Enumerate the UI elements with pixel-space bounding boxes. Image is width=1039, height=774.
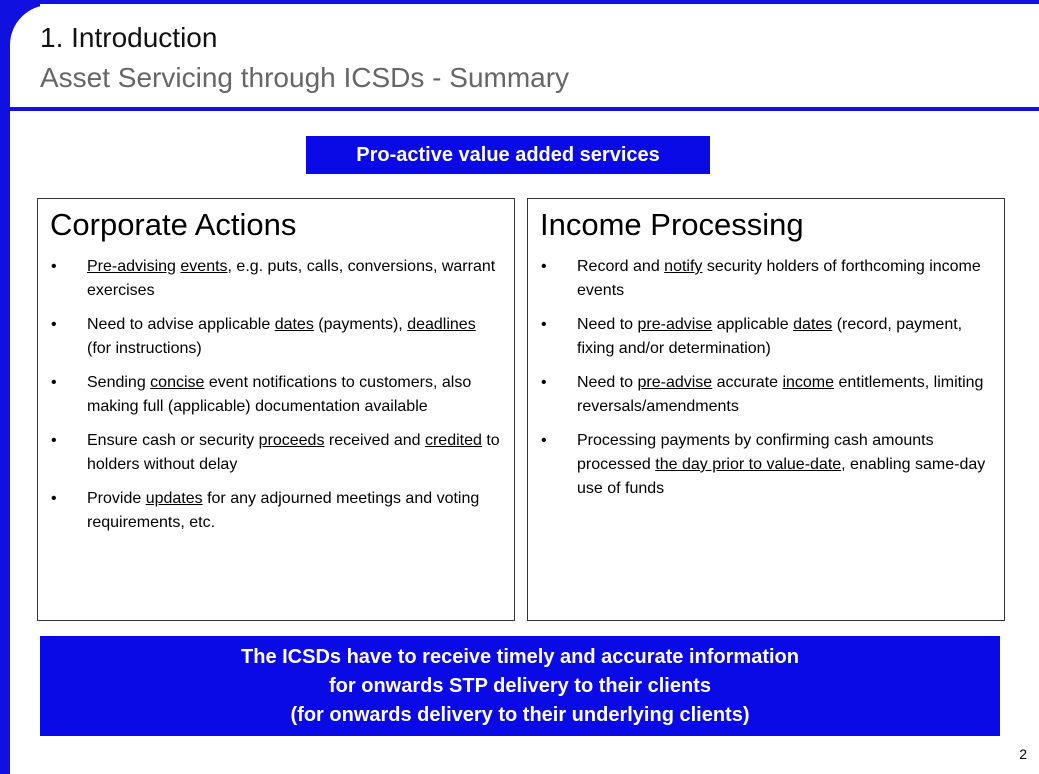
left-accent-bar xyxy=(0,0,10,774)
income-processing-heading: Income Processing xyxy=(540,207,804,242)
bullet-item xyxy=(38,371,508,419)
bullet-dot: • xyxy=(541,374,547,391)
underlined-term: proceeds xyxy=(258,432,325,449)
slide-title: 1. Introduction xyxy=(40,22,218,53)
underlined-term: updates xyxy=(145,490,203,507)
underlined-term: pre-advise xyxy=(637,374,713,391)
bullet-text: (for instructions) xyxy=(87,340,202,357)
underlined-term: pre-advise xyxy=(637,316,713,333)
corner-curve xyxy=(10,5,70,110)
header-rule xyxy=(10,107,1039,111)
bullet-text: Sending xyxy=(87,374,151,391)
bullet-dot: • xyxy=(51,258,57,275)
summary-line-3: (for onwards delivery to their underlying clients) xyxy=(290,703,750,726)
bullet-text: (payments), xyxy=(313,316,408,333)
bullet-text: for any adjourned meetings and voting requirements, etc. xyxy=(87,490,480,531)
corporate-actions-list xyxy=(38,255,508,545)
bullet-text: Processing payments by confirming cash amounts processed xyxy=(577,432,934,473)
bullet-item xyxy=(38,255,508,303)
underlined-term: notify xyxy=(664,258,703,275)
bullet-text: entitlements, limiting reversals/amendments xyxy=(577,374,984,415)
services-banner: Pro-active value added services xyxy=(306,136,710,174)
bullet-text: security holders of forthcoming income events xyxy=(577,258,981,299)
bullet-item xyxy=(38,487,508,535)
bullet-item xyxy=(528,429,998,501)
slide-subtitle: Asset Servicing through ICSDs - Summary xyxy=(40,62,570,93)
bullet-item xyxy=(528,313,998,361)
bullet-text: Need to xyxy=(577,316,638,333)
bullet-dot: • xyxy=(51,316,57,333)
underlined-term: concise xyxy=(150,374,205,391)
underlined-term: income xyxy=(782,374,835,391)
bullet-text: event notifications to customers, also making full (applicable) documentation available xyxy=(87,374,472,415)
underlined-term: credited xyxy=(424,432,482,449)
bullet-text: (record, payment, fixing and/or determination) xyxy=(577,316,963,357)
bullet-dot: • xyxy=(541,258,547,275)
bullet-text: Provide xyxy=(87,490,146,507)
bullet-text: to holders without delay xyxy=(87,432,500,473)
income-processing-panel xyxy=(527,198,1005,621)
summary-line-2: for onwards STP delivery to their clients xyxy=(329,674,711,697)
bullet-dot: • xyxy=(51,490,57,507)
bullet-text: received and xyxy=(324,432,425,449)
underlined-term: deadlines xyxy=(407,316,476,333)
underlined-term: Pre-advising xyxy=(87,258,176,275)
bullet-text: accurate xyxy=(712,374,783,391)
underlined-term: dates xyxy=(274,316,314,333)
bullet-text: applicable xyxy=(712,316,794,333)
bullet-text: Ensure cash or security xyxy=(87,432,259,449)
summary-box xyxy=(40,636,1000,736)
bullet-dot: • xyxy=(51,432,57,449)
bullet-dot: • xyxy=(541,432,547,449)
bullet-text: Need to xyxy=(577,374,638,391)
underlined-term: the day prior to value-date xyxy=(655,456,842,473)
bullet-dot: • xyxy=(51,374,57,391)
underlined-term: events xyxy=(180,258,228,275)
underlined-term: dates xyxy=(793,316,833,333)
bullet-text: Need to advise applicable xyxy=(87,316,275,333)
bullet-item xyxy=(528,371,998,419)
bullet-item xyxy=(528,255,998,303)
top-accent-line xyxy=(40,0,1039,4)
bullet-item xyxy=(38,313,508,361)
bullet-text: Record and xyxy=(577,258,665,275)
bullet-text: , e.g. puts, calls, conversions, warrant exercises xyxy=(87,258,496,299)
summary-line-1: The ICSDs have to receive timely and accurate information xyxy=(241,645,799,668)
bullet-dot: • xyxy=(541,316,547,333)
bullet-item xyxy=(38,429,508,477)
income-processing-list xyxy=(528,255,998,511)
corporate-actions-heading: Corporate Actions xyxy=(50,207,297,242)
corporate-actions-panel xyxy=(37,198,515,621)
page-number: 2 xyxy=(1019,746,1027,762)
bullet-text: , enabling same-day use of funds xyxy=(577,456,986,497)
